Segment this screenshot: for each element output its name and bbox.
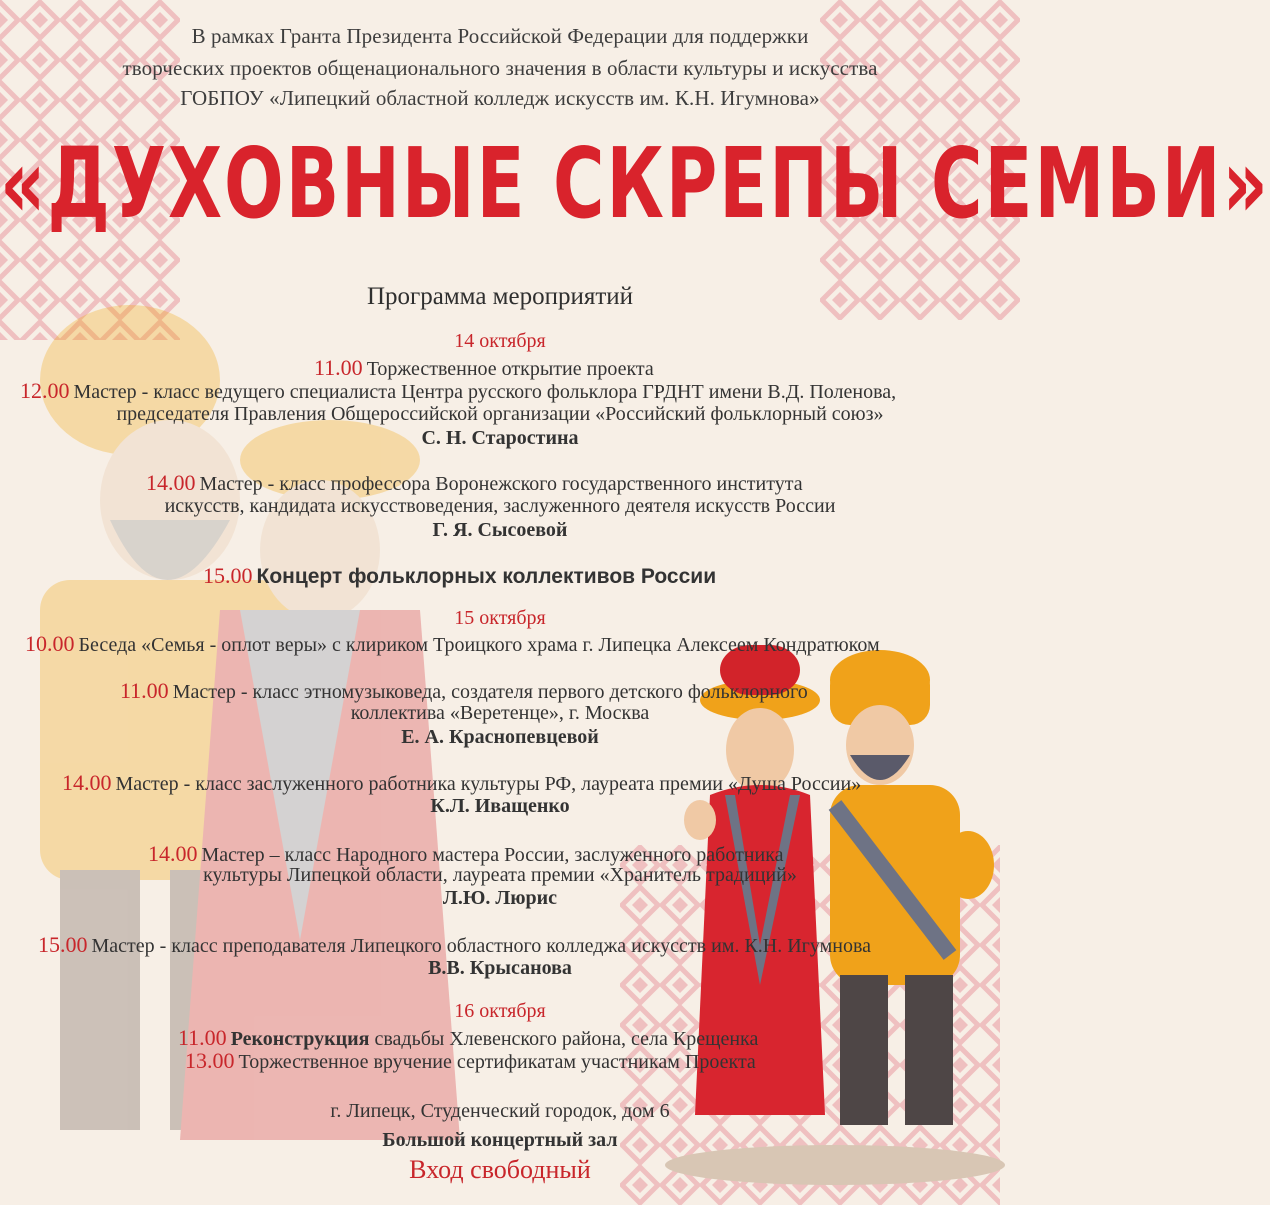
speaker-name: Л.Ю. Люрис [442,887,558,909]
event-time: 12.00 [20,378,70,403]
header-line-2: творческих проектов общенационального значения в области культуры и искусства [122,56,878,80]
event-time: 11.00 [120,678,169,703]
event-text: Мастер - класс преподавателя Липецкого областного колледжа искусств им. К.Н. Игумнова [91,935,872,957]
speaker-name: В.В. Крысанова [428,957,572,979]
event-item [38,932,871,958]
event-item [203,563,716,589]
event-time: 11.00 [178,1025,227,1050]
speaker-name: Е. А. Краснопевцевой [401,726,599,748]
event-text: Концерт фольклорных коллективов России [256,565,717,588]
event-item [185,1048,756,1074]
header-line-1: В рамках Гранта Президента Российской Федерации для поддержки [191,24,809,48]
event-text: коллектива «Веретенце», г. Москва [350,702,650,724]
event-time: 14.00 [148,841,198,866]
event-item [120,678,808,704]
event-time: 10.00 [25,631,75,656]
event-text: Торжественное вручение сертификатам участникам Проекта [238,1051,756,1073]
event-time: 15.00 [203,563,253,588]
entry-free: Вход свободный [409,1155,591,1184]
venue-hall: Большой концертный зал [382,1129,618,1151]
speaker-name: С. Н. Старостина [421,427,579,449]
event-text: свадьбы Хлевенского района, села Крещенка [369,1028,759,1050]
event-time: 15.00 [38,932,88,957]
event-time: 11.00 [314,355,363,380]
program-subtitle: Программа мероприятий [366,283,634,310]
date-heading: 16 октября [454,1000,546,1022]
date-heading: 14 октября [454,330,546,352]
event-item [146,470,803,496]
poster-title: «ДУХОВНЫЕ СКРЕПЫ СЕМЬИ» [0,128,1270,241]
event-time: 14.00 [146,470,196,495]
event-text: искусств, кандидата искусствоведения, заслуженного деятеля искусств России [164,495,836,517]
event-text: Беседа «Семья - оплот веры» с клириком Троицкого храма г. Липецка Алексеем Кондратюком [78,634,880,656]
event-text: Торжественное открытие проекта [366,358,654,380]
event-lead: Реконструкция [230,1028,370,1050]
speaker-name: К.Л. Иващенко [430,795,570,817]
event-time: 13.00 [185,1048,235,1073]
event-text: культуры Липецкой области, лауреата премии «Хранитель традиций» [203,864,797,886]
event-text: председателя Правления Общероссийской организации «Российский фольклорный союз» [116,403,884,425]
event-item [62,770,861,796]
header-line-3: ГОБПОУ «Липецкий областной колледж искусств им. К.Н. Игумнова» [180,86,820,110]
date-heading: 15 октября [454,607,546,629]
event-text: Мастер - класс ведущего специалиста Центра русского фольклора ГРДНТ имени В.Д. Поленова, [73,381,897,403]
speaker-name: Г. Я. Сысоевой [432,519,568,541]
event-time: 14.00 [62,770,112,795]
event-text: Мастер - класс этномузыковеда, создателя первого детского фольклорного [172,681,808,703]
event-text: Мастер – класс Народного мастера России, заслуженного работника [201,844,784,866]
event-text: Мастер - класс профессора Воронежского государственного института [199,473,803,495]
event-item [25,631,880,657]
venue-address: г. Липецк, Студенческий городок, дом 6 [330,1100,670,1122]
event-item [20,378,896,404]
event-text: Мастер - класс заслуженного работника культуры РФ, лауреата премии «Душа России» [115,773,862,795]
